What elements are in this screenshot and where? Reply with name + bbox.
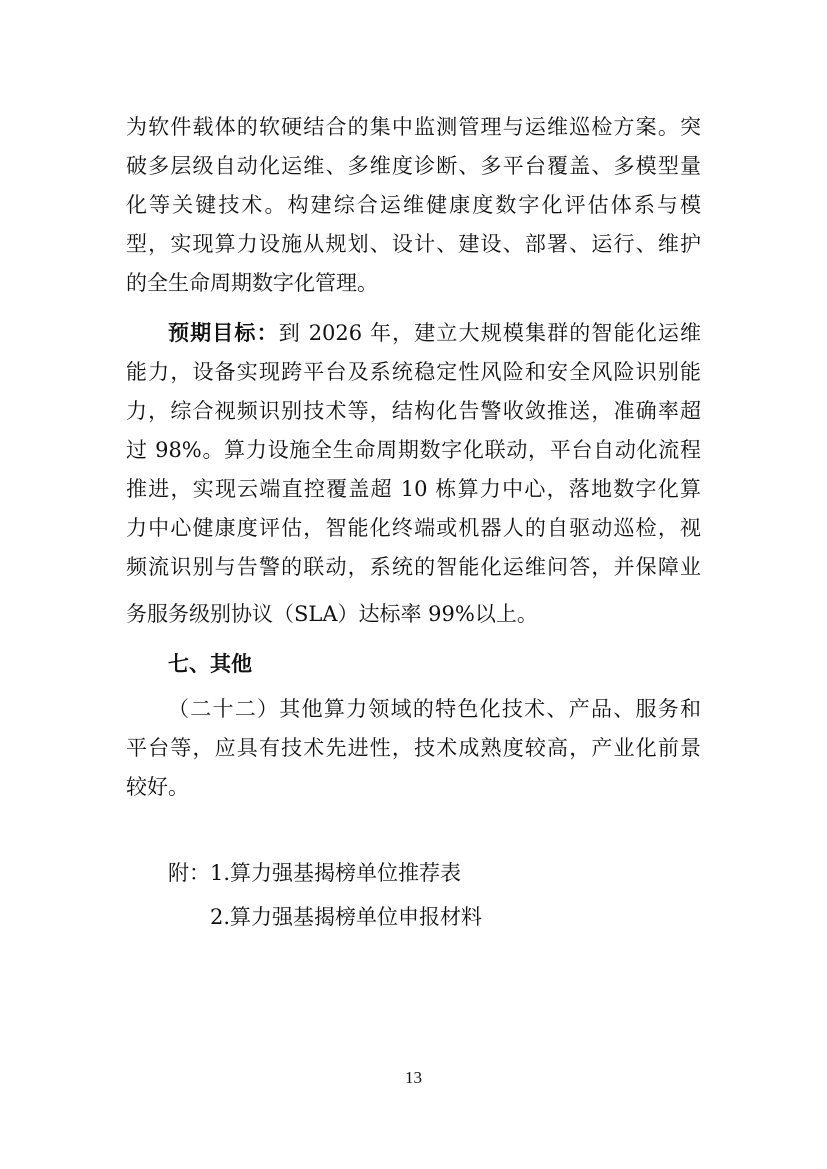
paragraph2-line-5: 推进，实现云端直控覆盖超 10 栋算力中心，落地数字化算 <box>126 477 701 501</box>
attachments-prefix: 附： <box>168 861 210 885</box>
paragraph2-line-4: 过 98%。算力设施全生命周期数字化联动，平台自动化流程 <box>126 438 701 462</box>
paragraph3-line-3: 较好。 <box>126 775 189 799</box>
paragraph1-line-1: 为软件载体的软硬结合的集中监测管理与运维巡检方案。突 <box>126 115 701 139</box>
page-number: 13 <box>405 1068 422 1087</box>
paragraph2-label: 预期目标： <box>168 321 279 345</box>
paragraph2-line-1 <box>168 318 701 348</box>
attachment-item-2: 2.算力强基揭榜单位申报材料 <box>210 905 483 929</box>
paragraph1-line-3: 化等关键技术。构建综合运维健康度数字化评估体系与模 <box>126 193 701 217</box>
paragraph2-line-3: 力，综合视频识别技术等，结构化告警收敛推送，准确率超 <box>126 399 701 423</box>
paragraph2-line-6: 力中心健康度评估，智能化终端或机器人的自驱动巡检，视 <box>126 516 701 540</box>
paragraph3-line-2: 平台等，应具有技术先进性，技术成熟度较高，产业化前景 <box>126 736 701 760</box>
paragraph3-line-1: （二十二）其他算力领域的特色化技术、产品、服务和 <box>168 697 701 721</box>
paragraph2-line-8: 务服务级别协议（SLA）达标率 99%以上。 <box>126 602 538 626</box>
paragraph2-first-line-text: 到 2026 年，建立大规模集群的智能化运维 <box>278 321 701 345</box>
paragraph1-line-5: 的全生命周期数字化管理。 <box>126 271 378 295</box>
paragraph1-line-2: 破多层级自动化运维、多维度诊断、多平台覆盖、多模型量 <box>126 154 701 178</box>
paragraph2-line-7: 频流识别与告警的联动，系统的智能化运维问答，并保障业 <box>126 555 701 579</box>
paragraph2-line-2: 能力，设备实现跨平台及系统稳定性风险和安全风险识别能 <box>126 360 701 384</box>
paragraph1-line-4: 型，实现算力设施从规划、设计、建设、部署、运行、维护 <box>126 232 701 256</box>
attachment-item-1: 1.算力强基揭榜单位推荐表 <box>210 861 462 885</box>
section-heading: 七、其他 <box>168 652 252 676</box>
